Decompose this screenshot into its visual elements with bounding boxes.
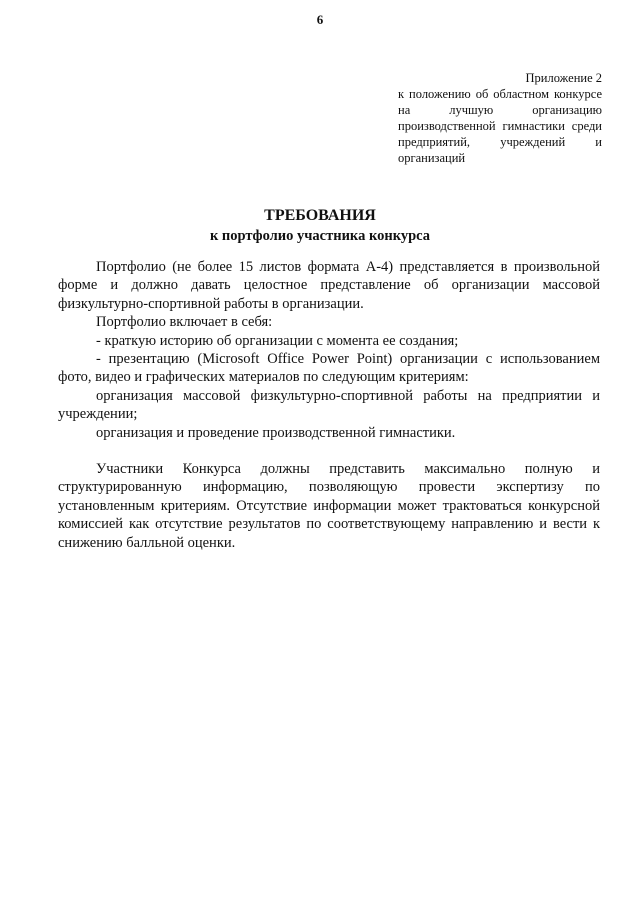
document-subtitle: к портфолио участника конкурса (209, 228, 431, 244)
document-heading (0, 206, 640, 246)
document-title: ТРЕБОВАНИЯ (264, 207, 376, 224)
list-item-presentation: - презентацию (Microsoft Office Power Point) организации с использованием фото, видео и графических материалов по следующим критериям: (58, 351, 600, 386)
appendix-block (398, 70, 602, 166)
appendix-text: к положению об областном конкурсе на лучшую организацию производственной гимнастики среди предприятий, учреждений и организаций (398, 87, 602, 165)
criterion-sports-work: организация массовой физкультурно-спортивной работы на предприятии и учреждении; (58, 387, 600, 423)
appendix-title: Приложение 2 (525, 71, 602, 85)
paragraph-portfolio-includes: Портфолио включает в себя: (96, 314, 273, 331)
paragraph-gap (58, 442, 600, 460)
list-item-history: - краткую историю об организации с момента ее создания; (96, 332, 459, 349)
criterion-gymnastics: организация и проведение производственной гимнастики. (96, 424, 456, 441)
paragraph-portfolio-intro: Портфолио (не более 15 листов формата А-4) представляется в произвольной форме и должно давать целостное представление об организации массовой физкультурно-спортивной работы в организации. (58, 259, 600, 312)
document-body (58, 258, 600, 552)
page-number: 6 (316, 12, 324, 27)
paragraph-participants: Участники Конкурса должны представить максимально полную и структурированную информацию, позволяющую провести экспертизу по установленным критериям. Отсутствие информации может трактоваться конкурсной комиссией как отсутствие результатов по соответствующему направлению и вести к снижению балльной оценки. (58, 461, 600, 551)
